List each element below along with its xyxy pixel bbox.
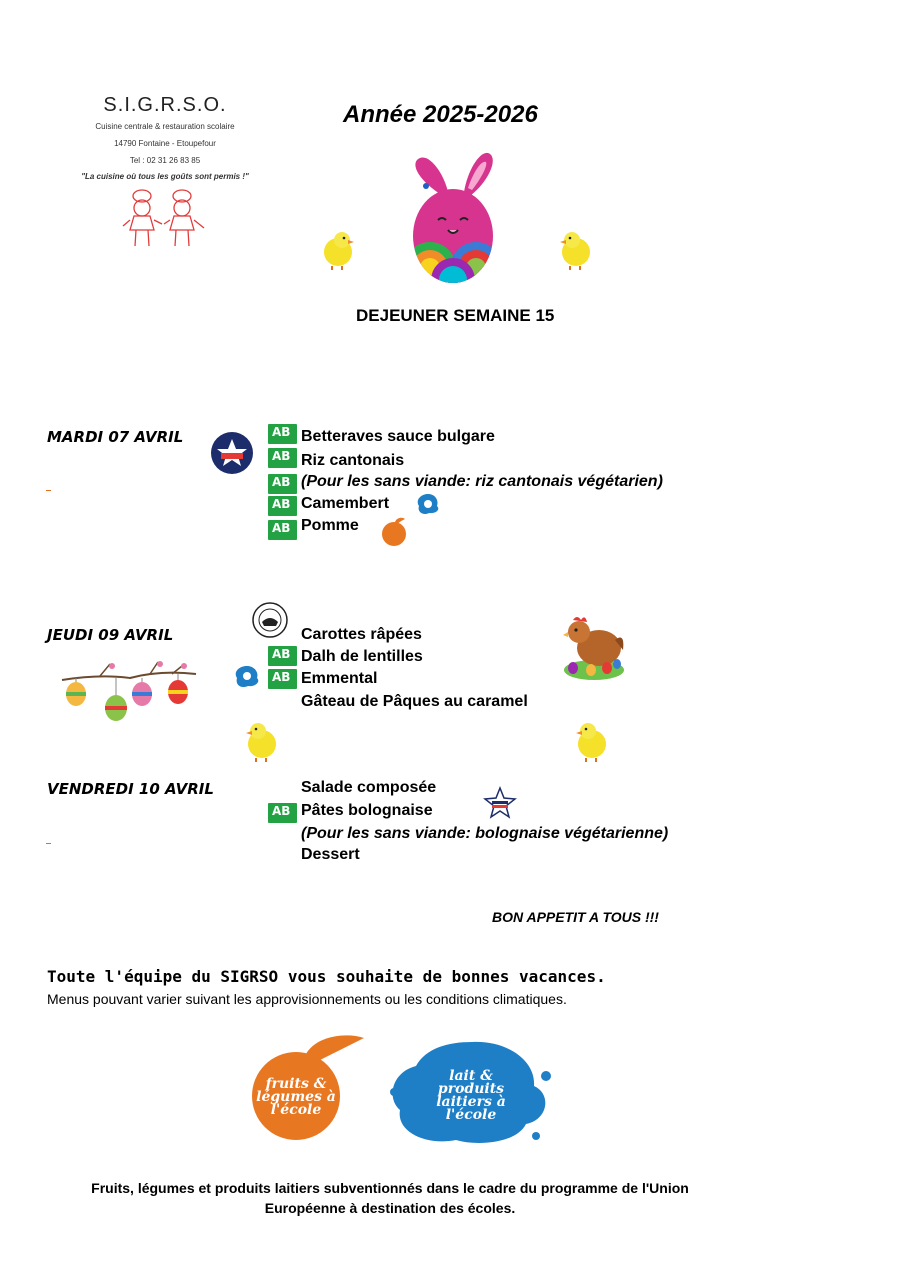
bon-appetit: BON APPETIT A TOUS !!! xyxy=(492,909,659,925)
dairy-logo-label: lait & produits laitiers à l'école xyxy=(436,1068,506,1123)
org-name: S.I.G.R.S.O. xyxy=(103,94,227,116)
fruit-logo xyxy=(236,1032,366,1142)
divider xyxy=(46,843,51,844)
holiday-wishes: Toute l'équipe du SIGRSO vous souhaite de bonnes vacances. xyxy=(47,967,606,986)
hen-icon xyxy=(563,610,625,682)
org-phone: Tel : 02 31 26 83 85 xyxy=(129,156,201,165)
organic-ab-icon xyxy=(268,520,297,540)
org-address: 14790 Fontaine - Etoupefour xyxy=(114,139,216,148)
menu-item: Gâteau de Pâques au caramel xyxy=(301,693,528,710)
label-seal-icon xyxy=(252,602,288,638)
organic-ab-icon xyxy=(268,646,297,666)
eu-footer: Fruits, légumes et produits laitiers subventionnés dans le cadre du programme de l'Union Européenne à destination des écoles. xyxy=(91,1180,689,1216)
menu-item: Pomme xyxy=(301,517,359,534)
organic-ab-icon xyxy=(268,448,297,468)
menu-item: Emmental xyxy=(301,670,378,687)
organic-ab-icon xyxy=(268,424,297,444)
organic-ab-icon xyxy=(268,496,297,516)
menu-item: Dessert xyxy=(301,846,360,863)
french-origin-star-icon xyxy=(209,431,255,475)
chick-icon xyxy=(320,230,356,272)
org-subtitle: Cuisine centrale & restauration scolaire xyxy=(95,122,235,131)
fruit-logo-label: fruits & légumes à l'école xyxy=(256,1076,336,1118)
chick-icon xyxy=(558,230,594,272)
menu-item: Salade composée xyxy=(301,779,437,796)
french-origin-star-icon xyxy=(483,787,517,819)
menu-item: Camembert xyxy=(301,495,390,512)
year-title: Année 2025-2026 xyxy=(343,101,538,128)
day-label-tuesday: MARDI 07 AVRIL xyxy=(47,428,184,446)
menu-item: Riz cantonais xyxy=(301,452,405,469)
day-label-thursday: JEUDI 09 AVRIL xyxy=(47,626,174,644)
dairy-logo xyxy=(386,1036,558,1148)
menu-item: Betteraves sauce bulgare xyxy=(301,428,495,445)
menu-item: Carottes râpées xyxy=(301,626,422,643)
org-slogan: "La cuisine où tous les goûts sont permis !" xyxy=(81,172,249,181)
organic-ab-icon xyxy=(268,803,297,823)
menu-item: Pâtes bolognaise xyxy=(301,802,433,819)
divider xyxy=(46,490,51,491)
organic-ab-icon xyxy=(268,669,297,689)
easter-bunny-egg-icon xyxy=(410,148,496,284)
chick-icon xyxy=(574,720,610,764)
menu-item-note: (Pour les sans viande: bolognaise végétarienne) xyxy=(301,825,669,842)
dairy-logo-icon xyxy=(415,492,441,516)
egg-branch-icon xyxy=(60,660,198,724)
chick-icon xyxy=(244,720,280,764)
menu-item-note: (Pour les sans viande: riz cantonais végétarien) xyxy=(301,473,663,490)
chef-kids-icon xyxy=(120,186,210,252)
week-title: DEJEUNER SEMAINE 15 xyxy=(356,306,555,325)
day-label-friday: VENDREDI 10 AVRIL xyxy=(47,780,214,798)
dairy-logo-icon xyxy=(233,664,261,690)
fruit-logo-icon xyxy=(381,517,407,547)
menu-item: Dalh de lentilles xyxy=(301,648,423,665)
organic-ab-icon xyxy=(268,474,297,494)
menu-note: Menus pouvant varier suivant les approvisionnements ou les conditions climatiques. xyxy=(47,991,567,1007)
